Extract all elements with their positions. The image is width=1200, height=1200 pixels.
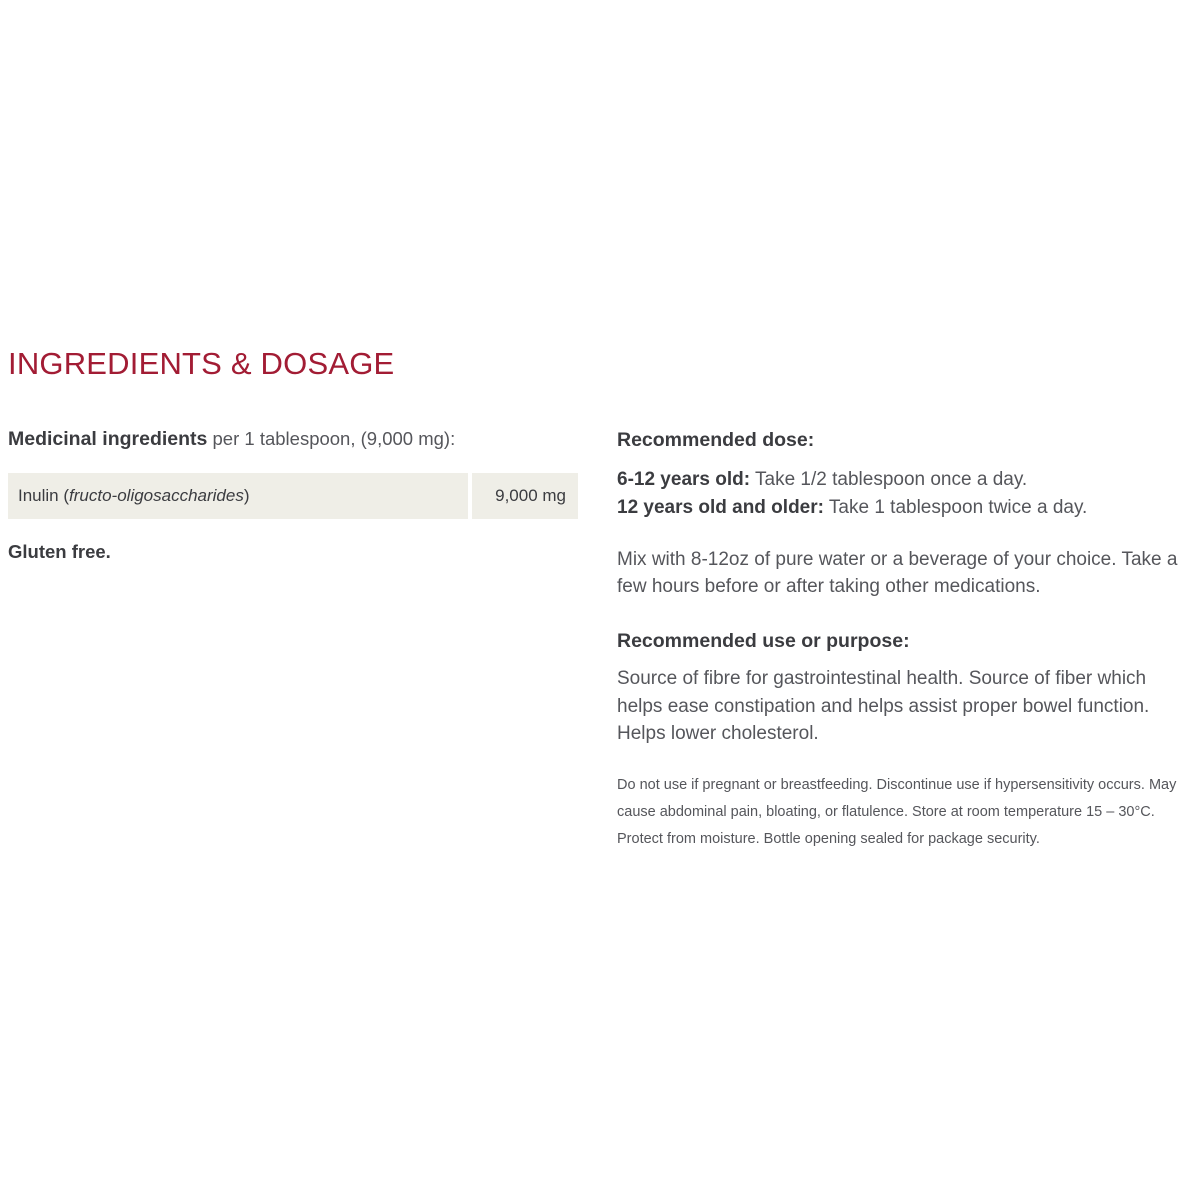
- gluten-free-note: Gluten free.: [8, 541, 111, 562]
- ingredient-amount-cell: 9,000 mg: [472, 473, 578, 519]
- ingredient-name-cell: [8, 473, 468, 519]
- dose-instruction-text: Take 1/2 tablespoon once a day.: [750, 469, 1028, 490]
- dose-line-12-older: [617, 494, 1194, 522]
- recommended-use-text: Source of fibre for gastrointestinal health. Source of fiber which helps ease constipation and helps assist proper bowel function. Helps lower cholesterol.: [617, 668, 1150, 744]
- dose-instruction-text: Take 1 tablespoon twice a day.: [823, 497, 1088, 518]
- dose-age-label: 12 years old and older:: [617, 497, 824, 518]
- ingredient-name-latin: fructo-oligosaccharides: [69, 486, 244, 505]
- dose-line-6-12: [617, 466, 1194, 494]
- medicinal-ingredients-heading: [8, 425, 578, 453]
- dose-age-label: 6-12 years old:: [617, 469, 751, 490]
- ingredient-table: [8, 473, 578, 519]
- two-column-layout: [8, 425, 1192, 853]
- ingredient-name: Inulin (fructo-oligosaccharides): [18, 486, 250, 505]
- dosage-info-column: [617, 425, 1194, 853]
- recommended-dose-heading: Recommended dose:: [617, 429, 815, 451]
- mixing-instructions: Mix with 8-12oz of pure water or a beverage of your choice. Take a few hours before or after taking other medications.: [617, 549, 1178, 597]
- medicinal-ingredients-serving-info: per 1 tablespoon, (9,000 mg):: [207, 428, 456, 449]
- table-row: [8, 473, 578, 519]
- medicinal-ingredients-column: [8, 425, 578, 563]
- section-title: INGREDIENTS & DOSAGE: [8, 346, 395, 381]
- warnings-text: Do not use if pregnant or breastfeeding. Discontinue use if hypersensitivity occurs. May cause abdominal pain, bloating, or flatulence. Store at room temperature 15 – 30°C. Protect from moisture. Bottle opening sealed for package security.: [617, 776, 1177, 847]
- dose-instructions: [617, 466, 1194, 522]
- medicinal-ingredients-label: Medicinal ingredients: [8, 428, 208, 450]
- recommended-use-heading: Recommended use or purpose:: [617, 630, 910, 652]
